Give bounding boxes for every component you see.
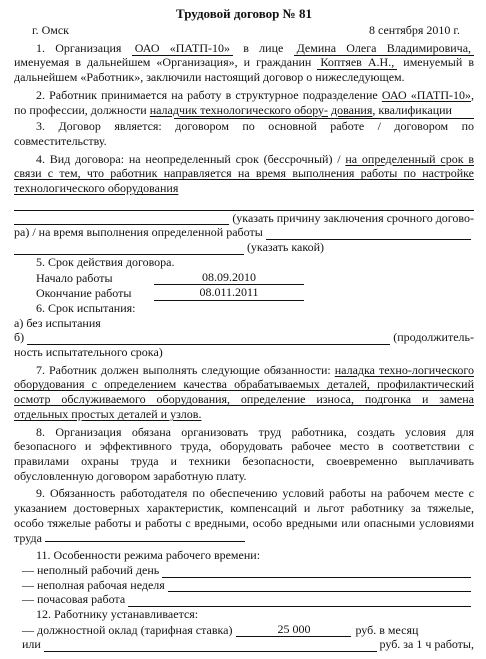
section-7: [14, 363, 474, 422]
section-8: 8. Организация обязана организовать труд работника, создать условия для безопасного и эффективного труда, оборудовать рабочее место в соответствии с правилами охраны труда и техники безопасности, своевременно выплачивать обусловленную договором заработную плату.: [14, 424, 474, 483]
end-date-row: [14, 285, 474, 301]
city: г. Омск: [32, 23, 69, 37]
s7-text-a: 7. Работник должен выполнять следующие обязанности:: [36, 362, 331, 377]
hourly-or: или: [22, 637, 41, 652]
section-1: [14, 41, 474, 85]
s11-item-blank: [168, 580, 471, 592]
section-12-heading: 12. Работнику устанавливается:: [36, 607, 199, 622]
section-2: [14, 88, 474, 117]
s2-text-c: , квалификации: [372, 102, 452, 117]
probation-b-label: б): [14, 330, 25, 345]
salary-label: — должностной оклад (тарифная ставка): [22, 622, 233, 637]
s11-item-row: [14, 592, 474, 607]
start-date-value: 08.09.2010: [154, 270, 304, 286]
salary-value: 25 000: [236, 622, 351, 638]
s9-text: 9. Обязанность работодателя по обеспечению условий работы на рабочем месте с указанием достоверных характеристик, компенсаций и льгот работнику за тяжелые, особо тяжелые работы и работы с вредными, особо вредными или опасными условиями труда: [14, 486, 474, 545]
s1-text-c: именуемая в дальнейшем «Организация», и гражданин: [14, 55, 312, 70]
section-4: [14, 152, 474, 196]
probation-row: [14, 330, 474, 345]
section-3: 3. Договор является: договором по основной работе / договором по совместительству.: [14, 119, 474, 148]
start-date-row: [14, 270, 474, 286]
hourly-blank: [44, 640, 377, 652]
s11-item-label: — почасовая работа: [22, 592, 126, 607]
probation-blank: [27, 333, 390, 345]
s4-which-row: [14, 240, 474, 255]
s4-text-c: ра) / на время выполнения определенной работы: [14, 225, 263, 240]
position-line-2: дования: [331, 102, 373, 117]
fixed-term-reason: на определенный срок в связи с тем, что работник направляется на время выполнения работы по настройке технологического оборудования: [14, 151, 474, 196]
s11-item-row: [14, 563, 474, 578]
s4-work-row: [14, 225, 474, 240]
section-5-heading: 5. Срок действия договора.: [36, 254, 175, 269]
salary-unit: руб. в месяц: [355, 622, 419, 637]
s4-reason-hint: (указать причину заключения срочного догово-: [232, 210, 474, 225]
hourly-row: [14, 637, 474, 652]
s2-text-a: 2. Работник принимается на работу в структурное подразделение: [36, 87, 378, 102]
place-date-line: [14, 22, 474, 38]
s1-text-b: в лице: [243, 40, 284, 55]
s4-reason-row: [14, 211, 474, 226]
probation-hint: (продолжитель-: [393, 330, 474, 345]
probation-hint-cont: ность испытательного срока): [14, 345, 163, 360]
contract-date: 8 сентября 2010 г.: [368, 23, 460, 37]
s1-text-d: именуемый в дальнейшем «Работник», заключили настоящий договор о нижеследующем.: [14, 55, 474, 85]
section-9: [14, 486, 474, 545]
director-name: Демина Олега Владимировича,: [294, 41, 474, 56]
s4-which-hint: (указать какой): [246, 240, 324, 255]
end-date-label: Окончание работы: [36, 286, 132, 301]
s4-text-a: 4. Вид договора: на неопределенный срок (бессрочный) /: [36, 151, 341, 166]
s2-text-b: , по профессии, должности: [14, 87, 474, 117]
position-line-1: наладчик технологического обору-: [149, 102, 329, 117]
organization-name: ОАО «ПАТП-10»: [132, 41, 233, 56]
s11-item-blank: [128, 595, 471, 607]
s11-item-row: [14, 578, 474, 593]
end-date-value: 08.011.2011: [154, 285, 304, 301]
department-name: ОАО «ПАТП-10»: [381, 87, 471, 102]
contract-title: Трудовой договор № 81: [176, 6, 312, 21]
s4-work-blank: [266, 228, 471, 240]
probation-none: а) без испытания: [14, 315, 101, 330]
hourly-unit: руб. за 1 ч работы,: [379, 637, 474, 652]
s11-item-label: — неполная рабочая неделя: [22, 577, 165, 592]
s1-text-a: 1. Организация: [36, 40, 122, 55]
duties-text: наладка техно-логического оборудования с определением качества обрабатываемых деталей, профилактический осмотр обслуживаемого оборудования, определение износа, подгонка и замена отдельных простых деталей и узлов.: [14, 362, 474, 421]
s11-item-blank: [162, 566, 471, 578]
s11-item-label: — неполный рабочий день: [22, 562, 160, 577]
section-6-heading: 6. Срок испытания:: [36, 300, 136, 315]
s9-blank: [45, 531, 245, 542]
start-date-label: Начало работы: [36, 270, 113, 285]
employee-name: Коптяев А.Н.,: [317, 55, 397, 70]
s4-reason-blank: [14, 213, 229, 225]
section-11-heading: 11. Особенности режима рабочего времени:: [36, 548, 261, 563]
s4-which-blank: [14, 243, 244, 255]
salary-row: [14, 622, 474, 638]
